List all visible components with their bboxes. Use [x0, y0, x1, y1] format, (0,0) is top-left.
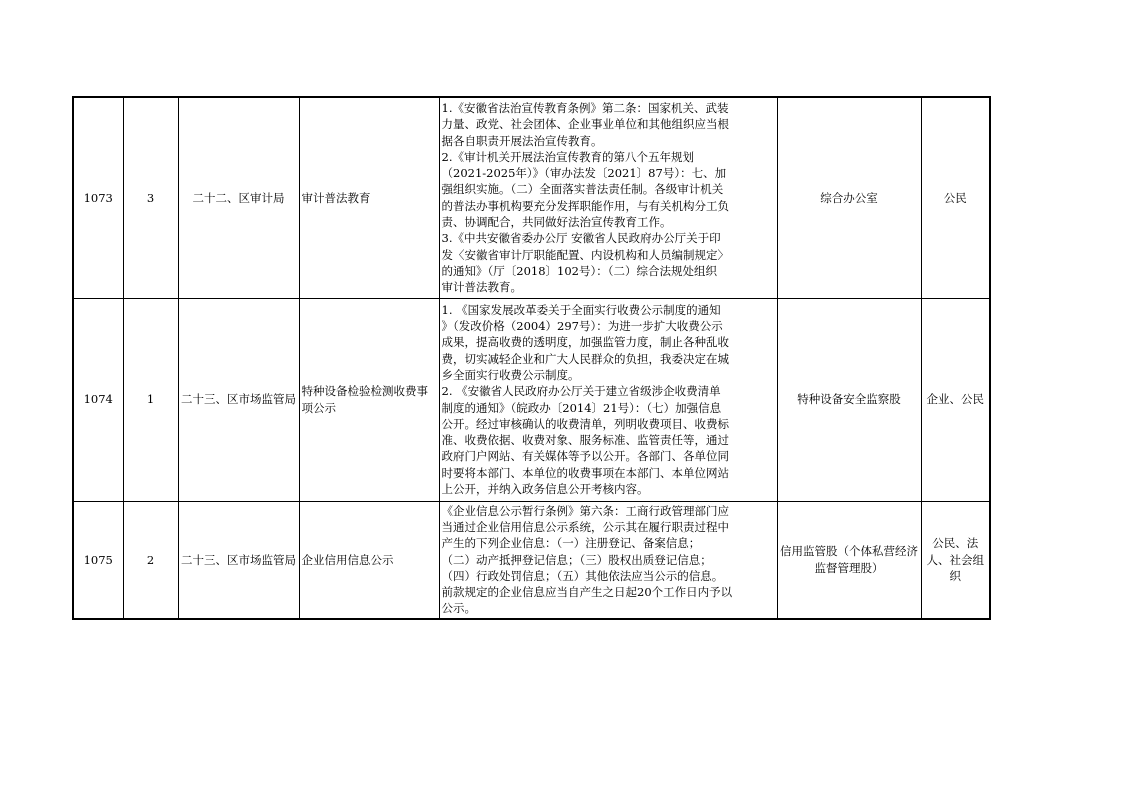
department-cell: 二十三、区市场监管局 [178, 501, 299, 619]
seq-cell: 1075 [73, 501, 123, 619]
basis-line: 的普法办事机构要充分发挥职能作用，与有关机构分工负 [441, 198, 729, 213]
basis-line: 2.《审计机关开展法治宣传教育的第八个五年规划 [441, 149, 694, 164]
seq-cell: 1073 [73, 97, 123, 298]
sub-number-cell: 1 [123, 298, 178, 501]
basis-line: 强组织实施。（二）全面落实普法责任制。各级审计机关 [441, 182, 724, 197]
basis-line: 力量、政党、社会团体、企业事业单位和其他组织应当根 [441, 117, 729, 132]
basis-line: 的通知》（厅〔2018〕102号）：（二）综合法规处组织 [441, 263, 717, 278]
basis-line: 2. 《安徽省人民政府办公厅关于建立省级涉企收费清单 [441, 384, 721, 399]
seq-cell: 1074 [73, 298, 123, 501]
table-row [73, 97, 990, 298]
legal-basis-cell [439, 501, 777, 619]
basis-line: 政府门户网站、有关媒体等予以公开。各部门、各单位同 [441, 449, 729, 464]
department-cell: 二十二、区审计局 [178, 97, 299, 298]
item-name-cell: 审计普法教育 [299, 97, 439, 298]
basis-line: 3.《中共安徽省委办公厅 安徽省人民政府办公厅关于印 [441, 231, 721, 246]
basis-line: 审计普法教育。 [441, 280, 522, 295]
basis-line: 时要将本部门、本单位的收费事项在本部门、本单位网站 [441, 465, 729, 480]
responsible-unit-cell: 特种设备安全监察股 [777, 298, 921, 501]
matter-table [72, 96, 991, 620]
basis-line: 1.《安徽省法治宣传教育条例》第二条：国家机关、武装 [441, 100, 729, 115]
table-row [73, 501, 990, 619]
basis-line: 费，切实减轻企业和广大人民群众的负担，我委决定在城 [441, 351, 729, 366]
service-target-cell: 企业、公民 [921, 298, 990, 501]
responsible-unit-cell: 综合办公室 [777, 97, 921, 298]
legal-basis-cell [439, 97, 777, 298]
basis-line: 制度的通知》（皖政办〔2014〕21号）：（七）加强信息 [441, 400, 722, 415]
department-cell: 二十三、区市场监管局 [178, 298, 299, 501]
basis-line: （四）行政处罚信息；（五）其他依法应当公示的信息。 [441, 568, 724, 583]
item-name-cell: 企业信用信息公示 [299, 501, 439, 619]
table-row [73, 298, 990, 501]
basis-line: 《企业信息公示暂行条例》第六条：工商行政管理部门应 [441, 503, 729, 518]
basis-line: 产生的下列企业信息：（一）注册登记、备案信息； [441, 536, 701, 551]
basis-line: 前款规定的企业信息应当自产生之日起20个工作日内予以 [441, 585, 733, 600]
basis-line: 乡全面实行收费公示制度。 [441, 367, 580, 382]
item-name-cell: 特种设备检验检测收费事项公示 [299, 298, 439, 501]
sub-number-cell: 3 [123, 97, 178, 298]
legal-basis-cell [439, 298, 777, 501]
basis-line: 责、协调配合，共同做好法治宣传教育工作。 [441, 215, 672, 230]
basis-line: 据各自职责开展法治宣传教育。 [441, 133, 603, 148]
basis-line: 当通过企业信用信息公示系统，公示其在履行职责过程中 [441, 520, 729, 534]
basis-line: 发〈安徽省审计厅职能配置、内设机构和人员编制规定〉 [441, 247, 729, 262]
basis-line: 1. 《国家发展改革委关于全面实行收费公示制度的通知 [441, 302, 721, 317]
basis-line: 上公开，并纳入政务信息公开考核内容。 [441, 481, 649, 496]
basis-line: 公开。经过审核确认的收费清单，列明收费项目、收费标 [441, 416, 729, 431]
basis-line: （2021-2025年）》（审办法发〔2021〕87号）：七、加 [441, 166, 727, 181]
basis-line: 准、收费依据、收费对象、服务标准、监管责任等，通过 [441, 433, 729, 448]
service-target-cell: 公民 [921, 97, 990, 298]
responsible-unit-cell: 信用监管股（个体私营经济监督管理股） [777, 501, 921, 619]
basis-line: 成果，提高收费的透明度，加强监管力度，制止各种乱收 [441, 335, 729, 350]
sub-number-cell: 2 [123, 501, 178, 619]
service-target-cell: 公民、法人、社会组织 [921, 501, 990, 619]
basis-line: 公示。 [441, 601, 476, 616]
basis-line: （二）动产抵押登记信息；（三）股权出质登记信息； [441, 552, 712, 567]
basis-line: 》（发改价格（2004）297号）：为进一步扩大收费公示 [441, 319, 723, 334]
